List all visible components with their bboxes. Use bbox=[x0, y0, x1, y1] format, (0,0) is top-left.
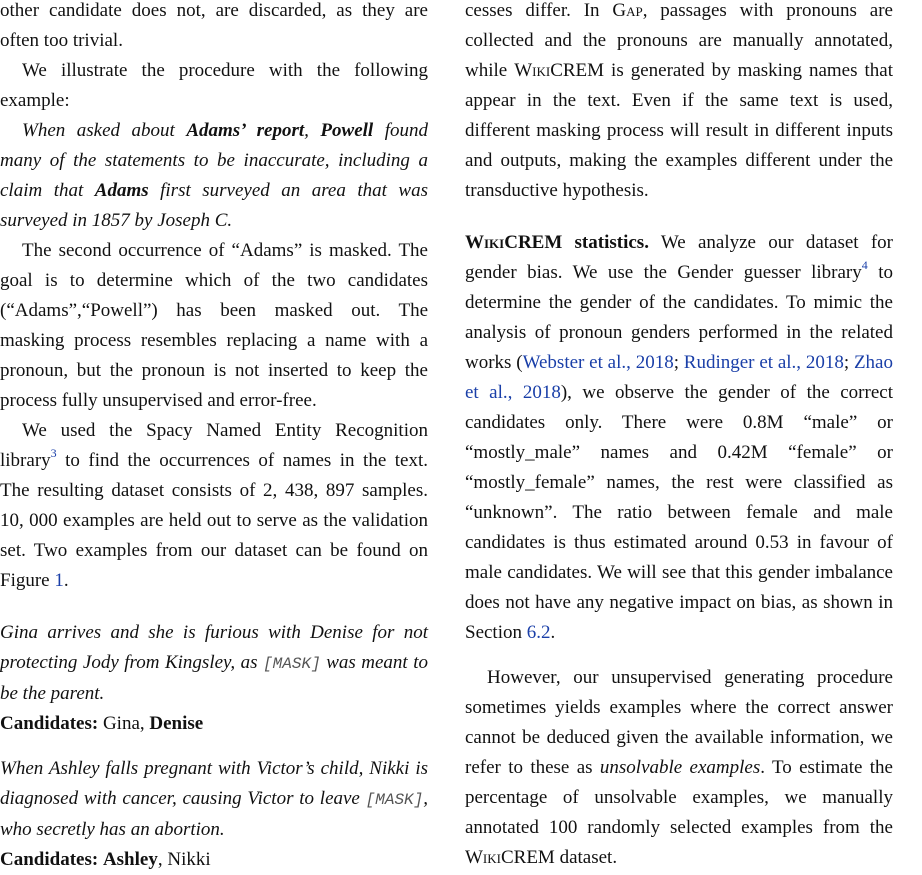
paragraph-text: ), we observe the gender of the correct candidates only. There were 0.8M “male” or “mostly_male” names and 0.42M “female” or “mostly_female” names, the rest were classified as “unknown”. The ratio between female and male candidates is thus estimated around 0.53 in favour of male candidates. We will see that this gender imbalance does not have any negative impact on bias, as shown in Section bbox=[465, 382, 893, 643]
paragraph-text: However, our unsupervised generating procedure sometimes yields examples where the correct answer cannot be deduced given the available information, we refer to these as bbox=[465, 667, 893, 778]
figure-link[interactable]: 1 bbox=[54, 570, 64, 591]
paragraph-spacy bbox=[0, 416, 428, 596]
example-text: Gina arrives and she is furious with Denise for not protecting Jody from Kingsley, as bbox=[0, 622, 428, 673]
candidates-line bbox=[0, 709, 428, 739]
separator: ; bbox=[673, 352, 684, 373]
highlighted-name: Powell bbox=[320, 120, 374, 141]
paragraph-text: to find the occurrences of names in the text. The resulting dataset consists of 2, 438, 897 samples. 10, 000 examples are held out to serve as the validation set. Two examples from our dataset can be found on Figure bbox=[0, 450, 428, 591]
example-quote-text: first surveyed an area that was surveyed in 1857 by Joseph C. bbox=[0, 180, 428, 231]
highlighted-name: Adams bbox=[94, 180, 149, 201]
citation-link[interactable]: Rudinger et al., 2018 bbox=[683, 352, 844, 373]
paragraph-text: is generated by masking names that appear in the text. Even if the same text is used, different masking process will result in different inputs and outputs, making the examples different under the transductive hypothesis. bbox=[465, 60, 893, 201]
section-heading: statistics. bbox=[562, 232, 649, 253]
paragraph-text: We analyze our dataset for gender bias. We use the Gender guesser library bbox=[465, 232, 894, 283]
paragraph-continuation bbox=[465, 0, 893, 206]
paragraph-unsolvable bbox=[465, 663, 893, 873]
paragraph-text: cesses differ. In bbox=[465, 0, 613, 21]
dataset-name: WikiCREM bbox=[465, 847, 555, 868]
paragraph-illustrate: We illustrate the procedure with the following example: bbox=[0, 60, 428, 111]
mask-token: [MASK] bbox=[365, 791, 424, 809]
paragraph-statistics bbox=[465, 228, 893, 648]
example-text: was meant to be the parent. bbox=[0, 652, 428, 704]
dataset-name: WikiCREM bbox=[514, 60, 605, 81]
paragraph-text: We used the Spacy Named Entity Recognition library bbox=[0, 420, 428, 471]
paragraph-text: . bbox=[63, 570, 69, 591]
citation-link[interactable]: Zhao et al., 2018 bbox=[465, 352, 893, 403]
candidates-label: Candidates: bbox=[0, 849, 99, 870]
example-text: When Ashley falls pregnant with Victor’s child, Nikki is diagnosed with cancer, causing Victor to leave bbox=[0, 758, 428, 809]
candidates-line bbox=[0, 845, 428, 875]
dataset-example-text bbox=[0, 754, 428, 845]
highlighted-name: Adams’ report bbox=[186, 120, 305, 141]
separator: , bbox=[139, 713, 150, 734]
footnote-link[interactable]: 3 bbox=[50, 445, 57, 460]
section-link[interactable]: 6.2 bbox=[526, 622, 551, 643]
right-column bbox=[465, 0, 893, 873]
candidate: Gina bbox=[102, 713, 140, 734]
paragraph-continuation: other candidate does not, are discarded, as they are often too trivial. bbox=[0, 0, 428, 51]
separator: ; bbox=[843, 352, 854, 373]
example-quote-text: , bbox=[304, 120, 321, 141]
paragraph-masking: The second occurrence of “Adams” is masked. The goal is to determine which of the two candidates (“Adams”,“Powell”) has been masked out. The masking process resembles replacing a name with a pronoun, but the pronoun is not inserted to keep the process fully unsupervised and error-free. bbox=[0, 240, 428, 411]
paragraph-text: . To estimate the percentage of unsolvable examples, we manually annotated 100 randomly selected examples from the bbox=[465, 757, 893, 838]
candidates-label: Candidates: bbox=[0, 713, 99, 734]
section-heading-name: WikiCREM bbox=[465, 232, 563, 253]
paragraph-text: , passages with pronouns are collected and the pronouns are manually annotated, while bbox=[465, 0, 893, 81]
left-column bbox=[0, 0, 428, 875]
mask-token: [MASK] bbox=[263, 655, 321, 673]
correct-candidate: Denise bbox=[149, 713, 204, 734]
example-quote-text: When asked about bbox=[22, 120, 187, 141]
dataset-example-text bbox=[0, 618, 428, 709]
correct-candidate: Ashley bbox=[102, 849, 158, 870]
candidate: Nikki bbox=[167, 849, 211, 870]
paragraph-text: dataset. bbox=[554, 847, 618, 868]
example-quote-text: found many of the statements to be inaccurate, including a claim that bbox=[0, 120, 429, 201]
example-quote bbox=[0, 116, 428, 236]
separator: , bbox=[157, 849, 168, 870]
example-text: , who secretly has an abortion. bbox=[0, 788, 428, 840]
footnote-link[interactable]: 4 bbox=[861, 257, 868, 272]
citation-link[interactable]: Webster et al., 2018 bbox=[522, 352, 674, 373]
paragraph-text: to determine the gender of the candidates. To mimic the analysis of pronoun genders performed in the related works ( bbox=[465, 262, 893, 373]
term-emphasis: unsolvable examples bbox=[599, 757, 761, 778]
dataset-name: Gap bbox=[612, 0, 643, 21]
paragraph-text: . bbox=[550, 622, 556, 643]
